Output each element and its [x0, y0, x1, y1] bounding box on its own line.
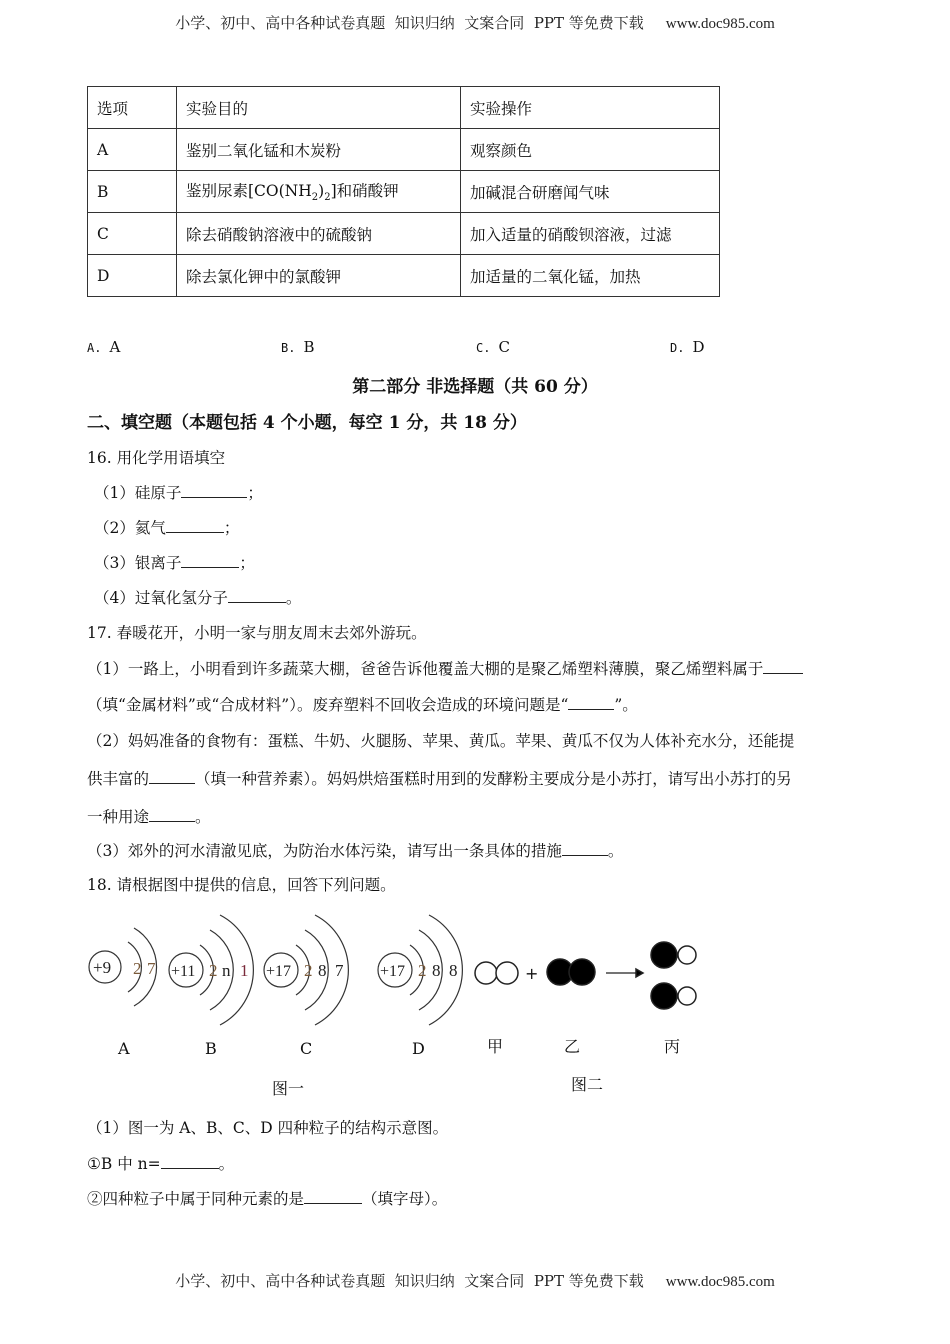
- table-header-row: [88, 87, 720, 129]
- choice-d[interactable]: [670, 338, 704, 356]
- shell-c-3: 7: [335, 961, 344, 980]
- section-two-title: 二、填空题（本题包括 4 个小题，每空 1 分，共 18 分）: [87, 413, 527, 433]
- figure-two-caption: 图二: [571, 1075, 604, 1094]
- q18-stem: 18. 请根据图中提供的信息，回答下列问题。: [87, 876, 396, 894]
- text: （3）郊外的河水清澈见底，为防治水体污染，请写出一条具体的措施: [87, 842, 562, 860]
- punct: ；: [239, 554, 255, 572]
- text: ②四种粒子中属于同种元素的是: [87, 1190, 305, 1208]
- q16-item-1: [94, 481, 263, 503]
- answer-blank[interactable]: [304, 1189, 362, 1204]
- option-cell: B: [88, 171, 177, 213]
- purpose-text: ]和硝酸钾: [330, 182, 399, 201]
- item-label: （2）氦气: [94, 519, 166, 537]
- shell-a-2: 7: [147, 959, 156, 978]
- purpose-text: 鉴别尿素[CO(NH: [186, 182, 312, 201]
- nucleus-a: +9: [93, 958, 112, 977]
- text: 。: [218, 1155, 235, 1173]
- choice-value: B: [303, 338, 315, 356]
- options-table: [87, 86, 720, 297]
- answer-blank[interactable]: [149, 807, 195, 822]
- operation-cell: 观察颜色: [461, 129, 720, 171]
- text: ”。: [614, 696, 638, 714]
- q17-p3: [87, 839, 623, 861]
- footer-text: 小学、初中、高中各种试卷真题 知识归纳 文案合同 PPT 等免费下载: [175, 1272, 644, 1290]
- choice-key: C.: [476, 341, 491, 355]
- option-cell: A: [88, 129, 177, 171]
- text: （填“金属材料”或“合成材料”）。废弃塑料不回收会造成的环境问题是“: [87, 696, 569, 714]
- choice-a[interactable]: [87, 338, 120, 356]
- subscript: 2: [324, 192, 331, 204]
- item-label: （1）硅原子: [94, 484, 182, 502]
- choice-value: A: [109, 338, 121, 356]
- table-header-cell: 选项: [88, 87, 177, 129]
- table-header-cell: 实验目的: [177, 87, 461, 129]
- molecule-label-yi: 乙: [564, 1037, 581, 1056]
- atom-label-a: A: [118, 1039, 130, 1058]
- figure-one-caption: 图一: [272, 1079, 305, 1098]
- page-header: [0, 12, 950, 33]
- purpose-text: ): [318, 182, 325, 201]
- punct: 。: [285, 589, 302, 607]
- q17-p2-line3: [87, 805, 211, 827]
- choice-key: B.: [281, 341, 296, 355]
- purpose-cell: 鉴别二氧化锰和木炭粉: [177, 129, 461, 171]
- item-label: （3）银离子: [94, 554, 182, 572]
- plus-sign: +: [525, 964, 539, 983]
- nucleus-d: +17: [380, 963, 406, 980]
- choice-key: A.: [87, 341, 102, 355]
- nucleus-c: +17: [266, 963, 292, 980]
- punct: ；: [223, 519, 240, 537]
- subscript: 2: [311, 192, 319, 204]
- shell-b-3: 1: [240, 961, 249, 980]
- punct: ；: [247, 484, 263, 502]
- option-cell: C: [88, 213, 177, 255]
- atom-label-d: D: [412, 1039, 425, 1058]
- purpose-cell: 除去氯化钾中的氯酸钾: [177, 255, 461, 297]
- q17-p1-line1: [87, 657, 803, 679]
- q16-item-4: [94, 586, 301, 608]
- operation-cell: 加碱混合研磨闻气味: [461, 171, 720, 213]
- text: ①B 中 n=: [87, 1155, 161, 1173]
- answer-blank[interactable]: [228, 588, 286, 603]
- part-two-title: 第二部分 非选择题（共 60 分）: [352, 377, 598, 397]
- header-site-link[interactable]: www.doc985.com: [665, 16, 775, 32]
- q16-item-3: [94, 551, 255, 573]
- text: 。: [195, 808, 211, 826]
- operation-cell: 加入适量的硝酸钡溶液，过滤: [461, 213, 720, 255]
- text: 一种用途: [87, 808, 150, 826]
- operation-cell: 加适量的二氧化锰，加热: [461, 255, 720, 297]
- shell-b-2: n: [222, 961, 231, 980]
- atom-label-c: C: [300, 1039, 313, 1058]
- q17-p2-line1: （2）妈妈准备的食物有：蛋糕、牛奶、火腿肠、苹果、黄瓜。苹果、黄瓜不仅为人体补充水分，还能提: [87, 732, 795, 750]
- option-cell: D: [88, 255, 177, 297]
- table-row: [88, 213, 720, 255]
- answer-blank[interactable]: [568, 695, 614, 710]
- purpose-cell: [177, 171, 461, 213]
- item-label: （4）过氧化氢分子: [94, 589, 228, 607]
- page-footer: [0, 1270, 950, 1291]
- q18-sub1-q2: [87, 1187, 447, 1209]
- purpose-cell: 除去硝酸钠溶液中的硫酸钠: [177, 213, 461, 255]
- text: 。: [607, 842, 624, 860]
- molecule-label-jia: 甲: [487, 1037, 504, 1056]
- text: （1）一路上，小明看到许多蔬菜大棚，爸爸告诉他覆盖大棚的是聚乙烯塑料薄膜，聚乙烯塑料属于: [87, 660, 764, 678]
- q16-stem: 16. 用化学用语填空: [87, 449, 226, 467]
- choice-key: D.: [670, 341, 685, 355]
- answer-blank[interactable]: [161, 1154, 219, 1169]
- shell-c-2: 8: [318, 961, 327, 980]
- choice-b[interactable]: [281, 338, 314, 356]
- answer-blank[interactable]: [763, 659, 803, 674]
- table-row: [88, 129, 720, 171]
- shell-d-3: 8: [449, 961, 458, 980]
- table-header-cell: 实验操作: [461, 87, 720, 129]
- header-text: 小学、初中、高中各种试卷真题 知识归纳 文案合同 PPT 等免费下载: [175, 14, 644, 32]
- molecule-label-bing: 丙: [664, 1037, 681, 1056]
- atom-label-b: B: [205, 1039, 217, 1058]
- text: （填一种营养素）。妈妈烘焙蛋糕时用到的发酵粉主要成分是小苏打，请写出小苏打的另: [195, 770, 792, 788]
- shell-b-1: 2: [209, 961, 218, 980]
- shell-d-2: 8: [432, 961, 441, 980]
- q17-stem: 17. 春暖花开，小明一家与朋友周末去郊外游玩。: [87, 624, 427, 642]
- answer-blank[interactable]: [181, 553, 239, 568]
- footer-site-link[interactable]: www.doc985.com: [665, 1274, 775, 1290]
- answer-blank[interactable]: [166, 518, 224, 533]
- q16-item-2: [94, 516, 239, 538]
- q18-sub1: （1）图一为 A、B、C、D 四种粒子的结构示意图。: [87, 1119, 449, 1137]
- q18-sub1-q1: [87, 1152, 234, 1174]
- q17-p2-line2: [87, 767, 792, 789]
- table-row: [88, 255, 720, 297]
- text: 供丰富的: [87, 770, 150, 788]
- choice-c[interactable]: [476, 338, 510, 356]
- choice-value: D: [692, 338, 705, 356]
- choice-value: C: [498, 338, 510, 356]
- table-row: [88, 171, 720, 213]
- shell-d-1: 2: [418, 961, 427, 980]
- nucleus-b: +11: [171, 963, 196, 980]
- answer-blank[interactable]: [181, 483, 247, 498]
- shell-c-1: 2: [304, 961, 313, 980]
- q17-p1-line2: [87, 693, 638, 715]
- text: （填字母）。: [362, 1190, 448, 1208]
- shell-a-1: 2: [133, 959, 142, 978]
- answer-blank[interactable]: [149, 769, 195, 784]
- answer-blank[interactable]: [562, 841, 608, 856]
